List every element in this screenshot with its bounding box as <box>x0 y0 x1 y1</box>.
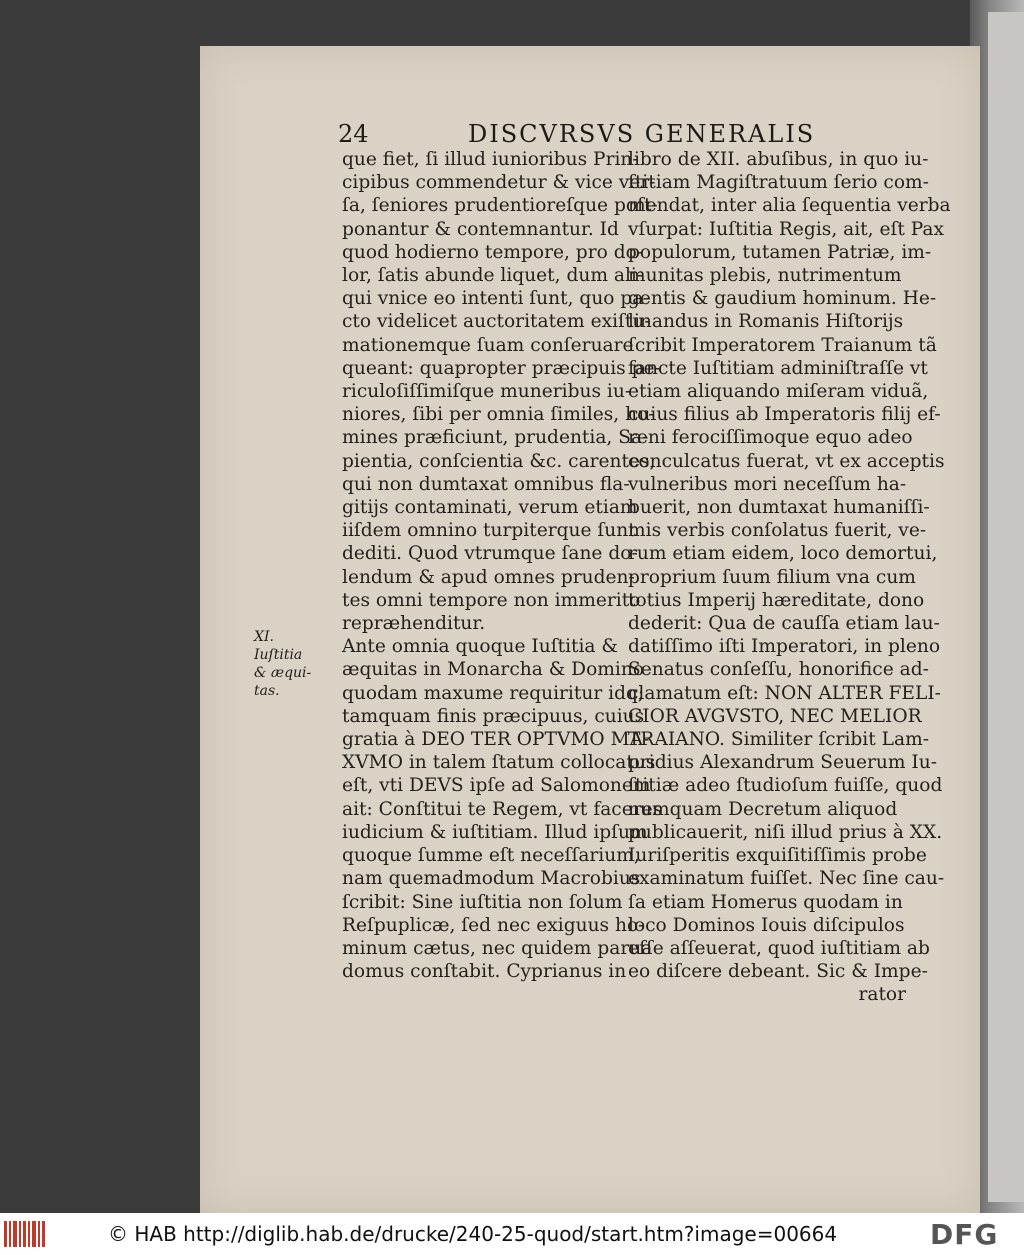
text-line: qui vnice eo intenti ſunt, quo pa- <box>342 288 650 310</box>
text-line: CIOR AVGVSTO, NEC MELIOR <box>628 705 922 727</box>
text-line: riculoſiſſimiſque muneribus iu- <box>342 381 632 403</box>
text-column-right <box>628 148 951 1007</box>
viewer-footer <box>0 1213 1024 1255</box>
text-line: conculcatus fuerat, vt ex acceptis <box>628 450 945 472</box>
text-line: cto videlicet auctoritatem exiſtu- <box>342 311 651 333</box>
text-line: dederit: Qua de cauſſa etiam lau- <box>628 613 940 635</box>
text-line: ſtitiam Magiſtratuum ſerio com- <box>628 172 929 194</box>
dfg-logo: DFG <box>930 1218 999 1251</box>
text-line: lendum & apud omnes pruden- <box>342 566 635 588</box>
text-line: tamquam finis præcipuus, cuius <box>342 705 645 727</box>
text-line: iiſdem omnino turpiterque ſunt <box>342 520 636 542</box>
text-line: buerit, non dumtaxat humaniſſi- <box>628 497 930 519</box>
text-line: gratia à DEO TER OPTVMO MA- <box>342 729 650 751</box>
text-line: vulneribus mori neceſſum ha- <box>628 473 907 495</box>
text-line: pridius Alexandrum Seuerum Iu- <box>628 752 937 774</box>
text-line: loco Dominos Iouis diſcipulos <box>628 914 905 936</box>
text-line: quod hodierno tempore, pro do- <box>342 241 644 263</box>
text-line: Iuriſperitis exquiſitiſſimis probe <box>628 845 927 867</box>
text-line: libro de XII. abuſibus, in quo iu- <box>628 149 929 170</box>
text-line: tas. <box>254 683 280 699</box>
text-line: ſa etiam Homerus quodam in <box>628 891 903 913</box>
text-line: qui non dumtaxat omnibus fla- <box>342 473 630 495</box>
text-line: Iuſtitia <box>254 647 303 663</box>
text-line: domus conſtabit. Cyprianus in <box>342 961 627 983</box>
text-line: dediti. Quod vtrumque ſane do- <box>342 543 638 565</box>
text-line: iudicium & iuſtitiam. Illud ipſum <box>342 821 648 843</box>
text-line: cipibus commendetur & vice ver- <box>342 172 656 194</box>
next-page-edge <box>988 12 1024 1202</box>
text-line: proprium ſuum filium vna cum <box>628 566 916 588</box>
book-page <box>200 46 980 1213</box>
text-line: XI. <box>254 629 274 645</box>
text-line: eſſe aſſeuerat, quod iuſtitiam ab <box>628 937 930 959</box>
text-line: gitijs contaminati, verum etiam <box>342 497 638 519</box>
text-line: Senatus conſeſſu, honorifice ad- <box>628 659 929 681</box>
text-column-left <box>342 148 663 983</box>
text-line: æquitas in Monarcha & Domino <box>342 659 645 681</box>
text-line: rator <box>858 984 906 1006</box>
text-line: nam quemadmodum Macrobius <box>342 868 641 890</box>
text-line: Ante omnia quoque Iuſtitia & <box>342 636 618 658</box>
text-line: fancte Iuſtitiam adminiſtraſſe vt <box>628 357 928 379</box>
text-line: rum etiam eidem, loco demortui, <box>628 543 938 565</box>
text-line: quodam maxume requiritur idq; <box>342 682 645 704</box>
text-line: ſa, ſeniores prudentioreſque poſt- <box>342 195 658 217</box>
text-line: mines præficiunt, prudentia, Sa- <box>342 427 649 449</box>
text-line: numquam Decretum aliquod <box>628 798 898 820</box>
text-line: clamatum eſt: NON ALTER FELI- <box>628 682 941 704</box>
text-line: ſtitiæ adeo ſtudioſum fuiſſe, quod <box>628 775 943 797</box>
text-line: TRAIANO. Similiter ſcribit Lam- <box>628 729 929 751</box>
text-line: Reſpuplicæ, ſed nec exiguus ho- <box>342 914 645 936</box>
text-line: & æqui- <box>254 665 312 681</box>
text-line: mis verbis conſolatus fuerit, ve- <box>628 520 927 542</box>
copyright-link[interactable]: © HAB http://diglib.hab.de/drucke/240-25-quod/start.htm?image=00664 <box>108 1222 838 1246</box>
text-line: ſcribit Imperatorem Traianum tã <box>628 334 937 356</box>
text-line: que fiet, ſi illud iunioribus Prin- <box>342 149 639 170</box>
text-line: mendat, inter alia ſequentia verba <box>628 195 951 217</box>
margin-note <box>254 628 320 700</box>
text-line: niores, ſibi per omnia ſimiles, ho- <box>342 404 655 426</box>
text-line: cuius filius ab Imperatoris filij ef- <box>628 404 941 426</box>
text-line: eo diſcere debeant. Sic & Impe- <box>628 961 928 983</box>
text-line: XVMO in talem ſtatum collocatus <box>342 752 656 774</box>
barcode-icon <box>4 1221 46 1247</box>
text-line: munitas plebis, nutrimentum <box>628 265 902 287</box>
text-line: gentis & gaudium hominum. He- <box>628 288 937 310</box>
text-line: publicauerit, niſi illud prius à XX. <box>628 821 943 843</box>
text-line: etiam aliquando miſeram viduã, <box>628 381 929 403</box>
text-line: eſt, vti DEVS ipſe ad Salomonem <box>342 775 651 797</box>
text-line: tes omni tempore non immerito <box>342 589 641 611</box>
text-line: queant: quapropter præcipuis pe- <box>342 357 661 379</box>
text-line: ait: Conſtitui te Regem, vt faceres <box>342 798 663 820</box>
text-line: examinatum fuiſſet. Nec ſine cau- <box>628 868 945 890</box>
text-line: repræhenditur. <box>342 613 486 635</box>
text-line: pientia, conſcientia &c. carentes, <box>342 450 656 472</box>
text-line: populorum, tutamen Patriæ, im- <box>628 241 932 263</box>
text-line: datiſſimo iſti Imperatori, in pleno <box>628 636 941 658</box>
text-line: reni ferociſſimoque equo adeo <box>628 427 913 449</box>
text-line: ſcribit: Sine iuſtitia non ſolum <box>342 891 623 913</box>
page-number: 24 <box>338 120 369 148</box>
text-line: lor, ſatis abunde liquet, dum ali- <box>342 265 644 287</box>
text-line: ponantur & contemnantur. Id <box>342 218 619 240</box>
text-line: vſurpat: Iuſtitia Regis, ait, eſt Pax <box>628 218 944 240</box>
text-line: totius Imperij hæreditate, dono <box>628 589 925 611</box>
text-line: minum cætus, nec quidem parua <box>342 937 653 959</box>
text-line: mationemque ſuam conſeruare <box>342 334 634 356</box>
text-line: linandus in Romanis Hiſtorijs <box>628 311 904 333</box>
running-title: DISCVRSVS GENERALIS <box>468 120 816 148</box>
text-line: quoque ſumme eſt neceſſarium, <box>342 845 640 867</box>
